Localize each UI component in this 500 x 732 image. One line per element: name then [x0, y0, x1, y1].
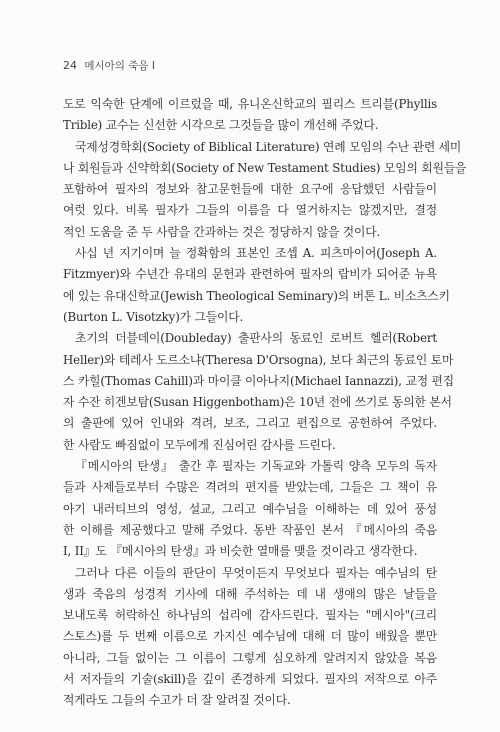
page-number: 24 — [63, 59, 77, 72]
text-line: 아기 내러티브의 영성, 설교, 그리고 예수님을 이해하는 데 있어 풍성 — [63, 501, 437, 516]
text-line: 아니라, 그들 없이는 그 이름이 그렇게 심오하게 알려지지 않았을 복음 — [63, 650, 437, 665]
text-line: 에 있는 유대신학교(Jewish Theological Seminary)의 버톤 L. 비소츠스키 — [63, 288, 450, 303]
text-line: I, II』도 『메시아의 탄생』과 비슷한 열매를 맺을 것이라고 생각한다. — [63, 544, 418, 559]
text-line: 스토스)를 두 번째 이름으로 가지신 예수님에 대해 더 많이 배웠을 뿐만 — [63, 629, 437, 644]
text-line: 『메시아의 탄생』 출간 후 필자는 기독교와 가톨릭 양측 모두의 독자 — [75, 459, 437, 474]
text-line: 생과 죽음의 성경적 기사에 대해 주석하는 데 내 생애의 많은 날들을 — [63, 586, 437, 601]
running-header — [63, 58, 155, 73]
text-line: 그러나 다른 이들의 판단이 무엇이든지 무엇보다 필자는 예수님의 탄 — [75, 565, 437, 580]
text-line: 초기의 더블데이(Doubleday) 출판사의 동료인 로버트 헬러(Robert — [75, 331, 437, 346]
text-line: 국제성경학회(Society of Biblical Literature) 연례 모임의 수난 관련 세미 — [75, 139, 462, 154]
text-line: Trible) 교수는 신선한 시각으로 그것들을 많이 개선해 주었다. — [63, 118, 379, 133]
body-text — [63, 94, 467, 712]
text-line: 보내도록 허락하신 하나님의 섭리에 감사드린다. 필자는 "메시아"(크리 — [63, 608, 437, 623]
text-line: 한 사람도 빠짐없이 모두에게 진심어린 감사를 드린다. — [63, 437, 336, 452]
running-title: 메시아의 죽음 I — [84, 60, 155, 72]
text-line: 나 회원들과 신약학회(Society of New Testament Studies) 모임의 회원들을 — [63, 160, 467, 175]
text-line: Fitzmyer)와 수년간 유대의 문헌과 관련하여 필자의 랍비가 되어준 뉴욕 — [63, 267, 437, 282]
text-line: 스 카힐(Thomas Cahill)과 마이클 이아나지(Michael Iannazzi), 교정 편집 — [63, 373, 455, 388]
text-line: 자 수잔 히겐보탐(Susan Higgenbotham)은 10년 전에 쓰기로 동의한 본서 — [63, 395, 452, 410]
text-line: 도로 익숙한 단계에 이르렀을 때, 유니온신학교의 필리스 트리블(Phyllis — [63, 97, 437, 111]
text-line: 포함하여 필자의 정보와 참고문헌들에 대한 요구에 응답했던 사람들이 — [63, 182, 437, 197]
text-line: (Burton L. Visotzky)가 그들이다. — [63, 309, 244, 324]
text-line: Heller)와 테레사 도르소냐(Theresa D'Orsogna), 보다 최근의 동료인 토마 — [63, 352, 454, 367]
text-line: 사십 년 지기이며 늘 정확함의 표본인 조셉 A. 피츠마이어(Joseph A. — [75, 246, 437, 261]
text-line: 들과 사제들로부터 수많은 격려의 편지를 받았는데, 그들은 그 책이 유 — [63, 480, 437, 495]
text-line: 한 이해를 제공했다고 말해 주었다. 동반 작품인 본서 『메시아의 죽음 — [63, 522, 437, 537]
text-line: 적게라도 그들의 수고가 더 잘 알려질 것이다. — [63, 693, 291, 708]
text-line: 의 출판에 있어 인내와 격려, 보조, 그리고 편집으로 공헌하여 주었다. — [63, 416, 437, 431]
text-line: 여럿 있다. 비록 필자가 그들의 이름을 다 열거하지는 않겠지만, 결정 — [63, 203, 437, 218]
text-line: 적인 도움을 준 두 사람을 간과하는 것은 정당하지 않을 것이다. — [63, 224, 381, 239]
text-line: 서 저자들의 기술(skill)을 깊이 존경하게 되었다. 필자의 저작으로 아주 — [63, 672, 437, 687]
